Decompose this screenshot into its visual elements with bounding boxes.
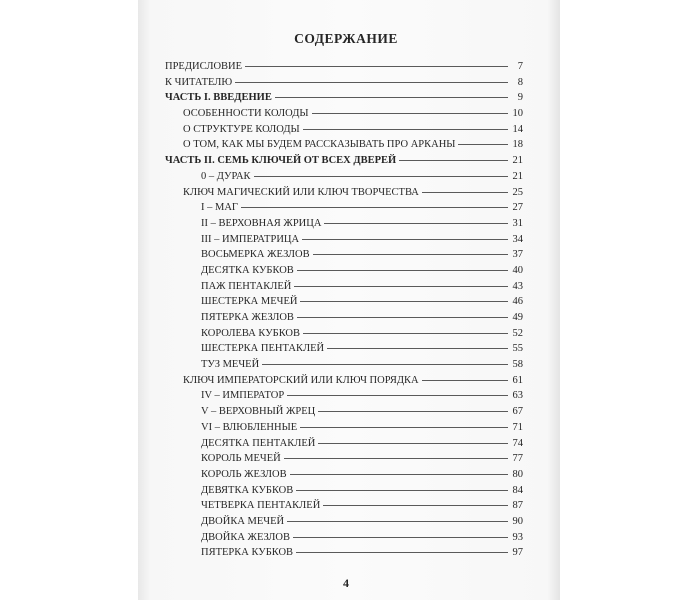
toc-entry-label: ДВОЙКА МЕЧЕЙ bbox=[201, 515, 285, 527]
toc-entry bbox=[165, 247, 523, 263]
toc-entry bbox=[165, 545, 523, 561]
toc-entry-label: I – МАГ bbox=[201, 202, 238, 214]
toc-entry bbox=[165, 106, 523, 122]
toc-entry-label: IV – ИМПЕРАТОР bbox=[201, 390, 285, 402]
toc-entry-label: II – ВЕРХОВНАЯ ЖРИЦА bbox=[201, 217, 322, 229]
toc-leader-line bbox=[290, 474, 508, 475]
toc-entry bbox=[165, 200, 523, 216]
toc-entry-label: КЛЮЧ МАГИЧЕСКИЙ ИЛИ КЛЮЧ ТВОРЧЕСТВА bbox=[183, 186, 419, 198]
toc-entry-page-number: 55 bbox=[512, 343, 523, 355]
toc-entry-page-number: 71 bbox=[512, 421, 523, 433]
toc-entry bbox=[165, 451, 523, 467]
toc-leader-line bbox=[275, 97, 508, 98]
toc-entry bbox=[165, 185, 523, 201]
toc-entry-page-number: 74 bbox=[512, 437, 523, 449]
toc-entry-page-number: 21 bbox=[512, 170, 523, 182]
toc-entry-page-number: 93 bbox=[512, 531, 523, 543]
toc-entry-label: О СТРУКТУРЕ КОЛОДЫ bbox=[183, 123, 300, 135]
toc-entry-page-number: 61 bbox=[512, 374, 523, 386]
toc-entry bbox=[165, 483, 523, 499]
toc-leader-line bbox=[262, 364, 508, 365]
toc-entry-label: VI – ВЛЮБЛЕННЫЕ bbox=[201, 421, 298, 433]
toc-entry-page-number: 27 bbox=[512, 202, 523, 214]
toc-entry-page-number: 14 bbox=[512, 123, 523, 135]
toc-entry-page-number: 7 bbox=[517, 61, 523, 72]
toc-leader-line bbox=[422, 192, 508, 193]
toc-entry-page-number: 8 bbox=[517, 76, 523, 88]
toc-leader-line bbox=[293, 537, 508, 538]
toc-entry-label: 0 – ДУРАК bbox=[201, 170, 251, 182]
toc-entry-label: ВОСЬМЕРКА ЖЕЗЛОВ bbox=[201, 249, 310, 261]
toc-leader-line bbox=[303, 333, 508, 334]
toc-entry-page-number: 9 bbox=[517, 92, 523, 104]
toc-leader-line bbox=[296, 490, 508, 491]
toc-leader-line bbox=[300, 301, 508, 302]
toc-leader-line bbox=[254, 176, 508, 177]
toc-leader-line bbox=[399, 160, 508, 161]
toc-entry bbox=[165, 90, 523, 106]
toc-entry-page-number: 90 bbox=[512, 515, 523, 527]
toc-entry-label: ПРЕДИСЛОВИЕ bbox=[165, 61, 243, 72]
toc-leader-line bbox=[312, 113, 508, 114]
toc-leader-line bbox=[323, 505, 508, 506]
toc-leader-line bbox=[297, 317, 508, 318]
page-title: СОДЕРЖАНИЕ bbox=[294, 31, 398, 46]
toc-leader-line bbox=[296, 552, 508, 553]
toc-entry-label: ЧАСТЬ I. ВВЕДЕНИЕ bbox=[165, 92, 272, 104]
toc-leader-line bbox=[303, 129, 508, 130]
toc-leader-line bbox=[241, 207, 508, 208]
toc-entry bbox=[165, 420, 523, 436]
toc-entry bbox=[165, 498, 523, 514]
toc-entry-label: ДЕСЯТКА КУБКОВ bbox=[201, 264, 294, 276]
toc-leader-line bbox=[300, 427, 508, 428]
toc-entry-page-number: 40 bbox=[512, 264, 523, 276]
toc-leader-line bbox=[287, 395, 508, 396]
toc-entry-label: КОРОЛЕВА КУБКОВ bbox=[201, 327, 301, 339]
toc-entry bbox=[165, 357, 523, 373]
toc-entry-page-number: 84 bbox=[512, 484, 523, 496]
toc-entry-label: ДЕСЯТКА ПЕНТАКЛЕЙ bbox=[201, 437, 316, 449]
toc-entry-label: ТУЗ МЕЧЕЙ bbox=[201, 359, 260, 371]
toc-entry-page-number: 49 bbox=[512, 312, 523, 323]
toc-leader-line bbox=[287, 521, 508, 522]
toc-entry-page-number: 77 bbox=[512, 453, 523, 465]
toc-entry-label: КОРОЛЬ ЖЕЗЛОВ bbox=[201, 468, 287, 480]
toc-entry bbox=[165, 404, 523, 420]
toc-entry-label: О ТОМ, КАК МЫ БУДЕМ РАССКАЗЫВАТЬ ПРО АРКАНЫ bbox=[183, 139, 456, 151]
toc-leader-line bbox=[245, 66, 508, 67]
toc-leader-line bbox=[324, 223, 508, 224]
toc-leader-line bbox=[294, 286, 508, 287]
toc-leader-line bbox=[284, 458, 508, 459]
toc-entry-page-number: 43 bbox=[512, 280, 523, 292]
toc-entry-page-number: 58 bbox=[512, 359, 523, 371]
toc-entry-label: К ЧИТАТЕЛЮ bbox=[165, 76, 233, 88]
toc-entry-label: КОРОЛЬ МЕЧЕЙ bbox=[201, 453, 281, 465]
toc-entry-page-number: 97 bbox=[512, 547, 523, 559]
toc-leader-line bbox=[235, 82, 508, 83]
book-page bbox=[165, 0, 527, 600]
toc-entry bbox=[165, 59, 523, 75]
toc-entry bbox=[165, 216, 523, 232]
toc-leader-line bbox=[318, 443, 508, 444]
toc-leader-line bbox=[422, 380, 508, 381]
toc-entry-page-number: 31 bbox=[512, 217, 523, 229]
toc-entry bbox=[165, 341, 523, 357]
table-of-contents bbox=[165, 59, 523, 561]
toc-entry-page-number: 87 bbox=[512, 500, 523, 512]
toc-leader-line bbox=[327, 348, 508, 349]
toc-leader-line bbox=[297, 270, 508, 271]
toc-entry-label: V – ВЕРХОВНЫЙ ЖРЕЦ bbox=[201, 406, 316, 418]
toc-entry-label: ПЯТЕРКА КУБКОВ bbox=[201, 547, 294, 559]
toc-leader-line bbox=[458, 144, 508, 145]
toc-entry-label: ДВОЙКА ЖЕЗЛОВ bbox=[201, 531, 290, 543]
toc-entry-page-number: 52 bbox=[512, 327, 523, 339]
toc-entry-label: ОСОБЕННОСТИ КОЛОДЫ bbox=[183, 108, 309, 120]
toc-entry-label: ПАЖ ПЕНТАКЛЕЙ bbox=[201, 280, 292, 292]
toc-entry bbox=[165, 137, 523, 153]
toc-entry bbox=[165, 153, 523, 169]
toc-entry-label: ЧАСТЬ II. СЕМЬ КЛЮЧЕЙ ОТ ВСЕХ ДВЕРЕЙ bbox=[165, 155, 397, 167]
toc-entry-label: ПЯТЕРКА ЖЕЗЛОВ bbox=[201, 312, 294, 323]
toc-leader-line bbox=[318, 411, 508, 412]
toc-entry-label: ЧЕТВЕРКА ПЕНТАКЛЕЙ bbox=[201, 500, 321, 512]
toc-entry bbox=[165, 514, 523, 530]
toc-entry bbox=[165, 467, 523, 483]
toc-entry-page-number: 21 bbox=[512, 155, 523, 167]
toc-entry bbox=[165, 232, 523, 248]
toc-entry-label: ДЕВЯТКА КУБКОВ bbox=[201, 484, 294, 496]
toc-entry bbox=[165, 122, 523, 138]
toc-entry bbox=[165, 75, 523, 91]
toc-entry bbox=[165, 436, 523, 452]
toc-entry-page-number: 67 bbox=[512, 406, 523, 418]
toc-entry-page-number: 63 bbox=[512, 390, 523, 402]
toc-entry bbox=[165, 169, 523, 185]
toc-entry-label: ШЕСТЕРКА МЕЧЕЙ bbox=[201, 296, 298, 308]
toc-entry-page-number: 10 bbox=[512, 108, 523, 120]
toc-entry-page-number: 25 bbox=[512, 186, 523, 198]
toc-entry-page-number: 80 bbox=[512, 468, 523, 480]
toc-entry bbox=[165, 294, 523, 310]
toc-entry-page-number: 37 bbox=[512, 249, 523, 261]
toc-entry bbox=[165, 279, 523, 295]
toc-entry-page-number: 46 bbox=[512, 296, 523, 308]
page-number: 4 bbox=[343, 576, 349, 590]
toc-entry bbox=[165, 263, 523, 279]
toc-leader-line bbox=[302, 239, 508, 240]
toc-entry bbox=[165, 326, 523, 342]
toc-entry bbox=[165, 388, 523, 404]
toc-entry-page-number: 18 bbox=[512, 139, 523, 151]
toc-entry bbox=[165, 310, 523, 326]
toc-entry-page-number: 34 bbox=[512, 233, 523, 245]
toc-entry bbox=[165, 530, 523, 546]
toc-entry-label: ШЕСТЕРКА ПЕНТАКЛЕЙ bbox=[201, 343, 325, 355]
toc-entry-label: КЛЮЧ ИМПЕРАТОРСКИЙ ИЛИ КЛЮЧ ПОРЯДКА bbox=[183, 374, 419, 386]
toc-entry-label: III – ИМПЕРАТРИЦА bbox=[201, 233, 300, 245]
toc-leader-line bbox=[313, 254, 508, 255]
toc-entry bbox=[165, 373, 523, 389]
